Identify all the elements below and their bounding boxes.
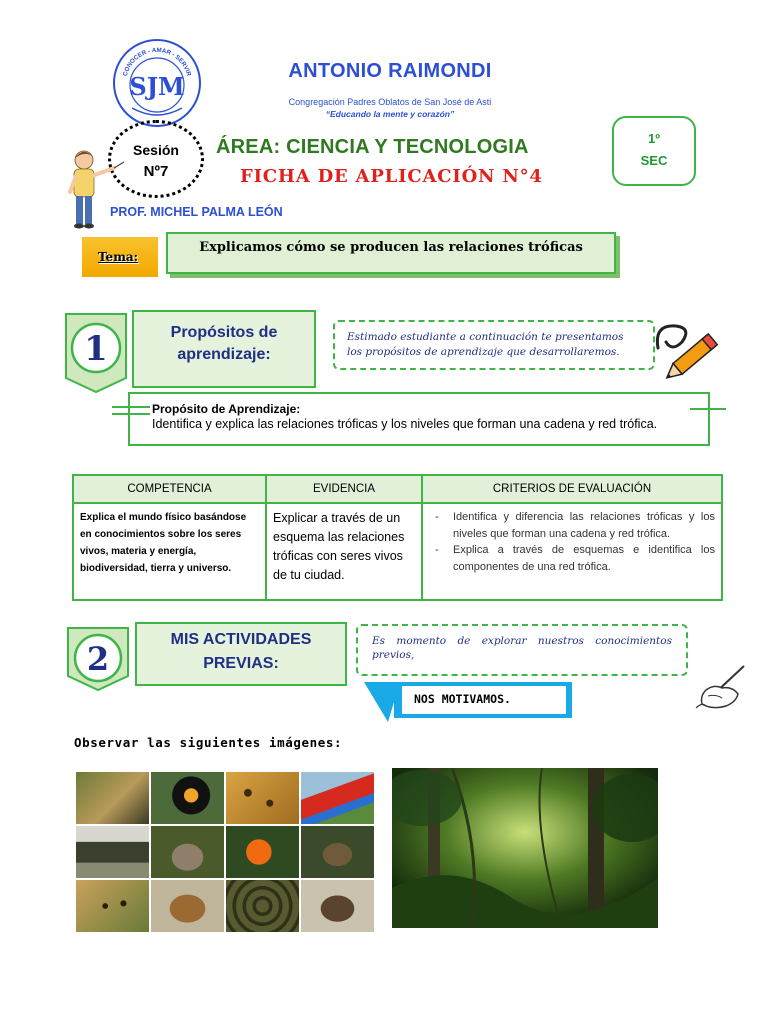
- congregation-text: Congregación Padres Oblatos de San José de Asti: [288, 97, 492, 107]
- school-name: ANTONIO RAIMONDI: [288, 60, 492, 82]
- table-row: [73, 503, 722, 600]
- cell-evidencia: Explicar a través de un esquema las relaciones tróficas con seres vivos de tu ciudad.: [266, 503, 422, 600]
- toucan-photo: [151, 772, 224, 824]
- section-2-title-line1: MIS ACTIVIDADES: [170, 631, 312, 648]
- school-logo: [112, 38, 202, 128]
- section-1-title-line2: aprendizaje:: [177, 346, 271, 363]
- purpose-text: Identifica y explica las relaciones tróficas y los niveles que forman una cadena y red trófica.: [152, 417, 658, 431]
- grade-level: SEC: [640, 153, 668, 168]
- learning-purpose-box: [128, 392, 710, 446]
- criterion-item: - Identifica y diferencia las relaciones tróficas y los niveles que forman una cadena y red trófica.: [429, 509, 715, 542]
- cell-competencia: Explica el mundo físico basándose en conocimientos sobre los seres vivos, materia y energía, biodiversidad, tierra y universo.: [73, 503, 266, 600]
- animal-collage: [76, 772, 374, 932]
- peccary-photo: [301, 880, 374, 932]
- section-2-number: 2: [86, 640, 110, 678]
- header-criterios: CRITERIOS DE EVALUACIÓN: [422, 475, 722, 503]
- section-1-number: 1: [84, 329, 108, 369]
- cock-of-the-rock-photo: [226, 826, 299, 878]
- area-title: ÁREA: CIENCIA Y TECNOLOGIA: [216, 136, 529, 158]
- tema-label: Tema:: [98, 250, 139, 264]
- session-label: Sesión: [133, 142, 179, 158]
- section-2-note: Es momento de explorar nuestros conocimientos previos,: [356, 624, 688, 676]
- logo-monogram: SJM: [129, 72, 185, 101]
- logo-ring-text: CONOCER - AMAR - SERVIR: [121, 46, 193, 78]
- teacher-name: PROF. MICHEL PALMA LEÓN: [110, 205, 283, 219]
- macaw-photo: [301, 772, 374, 824]
- criterion-item: - Explica a través de esquemas e identifica los componentes de una red trófica.: [429, 542, 715, 575]
- header-evidencia: EVIDENCIA: [266, 475, 422, 503]
- teacher-illustration: [62, 146, 128, 232]
- decorative-line: [112, 413, 150, 415]
- section-2-badge: [66, 626, 130, 708]
- section-1-title: [132, 310, 316, 388]
- competency-table: [72, 474, 723, 601]
- armadillo-photo: [151, 826, 224, 878]
- caiman-photo: [76, 826, 149, 878]
- decorative-line: [112, 406, 150, 408]
- jaguar-photo: [226, 772, 299, 824]
- tema-box: Explicamos cómo se producen las relaciones tróficas: [166, 232, 616, 274]
- motivation-label: NOS MOTIVAMOS.: [414, 692, 511, 706]
- snake-photo: [301, 826, 374, 878]
- section-1-title-line1: Propósitos de: [170, 324, 278, 341]
- session-number: Nº7: [143, 163, 169, 180]
- worksheet-title: FICHA DE APLICACIÓN N°4: [240, 166, 543, 187]
- criterion-text: Explica a través de esquemas e identifica los componentes de una red trófica.: [453, 544, 715, 573]
- table-header-row: [73, 475, 722, 503]
- observe-instruction: Observar las siguientes imágenes:: [74, 735, 343, 750]
- pencil-icon: [652, 318, 724, 388]
- criterion-text: Identifica y diferencia las relaciones tróficas y los niveles que forman una cadena y red trófica.: [453, 511, 715, 540]
- purpose-label: Propósito de Aprendizaje:: [152, 402, 301, 416]
- section-1-badge: [64, 312, 128, 394]
- section-2-title: [135, 622, 347, 686]
- writing-hand-icon: [692, 662, 750, 712]
- header-competencia: COMPETENCIA: [73, 475, 266, 503]
- rainforest-photo: [392, 768, 658, 928]
- section-1-note: Estimado estudiante a continuación te presentamos los propósitos de aprendizaje que desarrollaremos.: [333, 320, 655, 370]
- grade-badge: [612, 116, 696, 186]
- school-motto: “Educando la mente y corazón”: [325, 109, 455, 119]
- anaconda-photo: [226, 880, 299, 932]
- grade-number: 1º: [648, 131, 660, 146]
- tortoise-photo: [151, 880, 224, 932]
- decorative-line: [690, 408, 726, 410]
- ocelot-photo: [76, 880, 149, 932]
- section-2-title-line2: PREVIAS:: [203, 655, 279, 672]
- monkey-photo: [76, 772, 149, 824]
- cell-criterios: [422, 503, 722, 600]
